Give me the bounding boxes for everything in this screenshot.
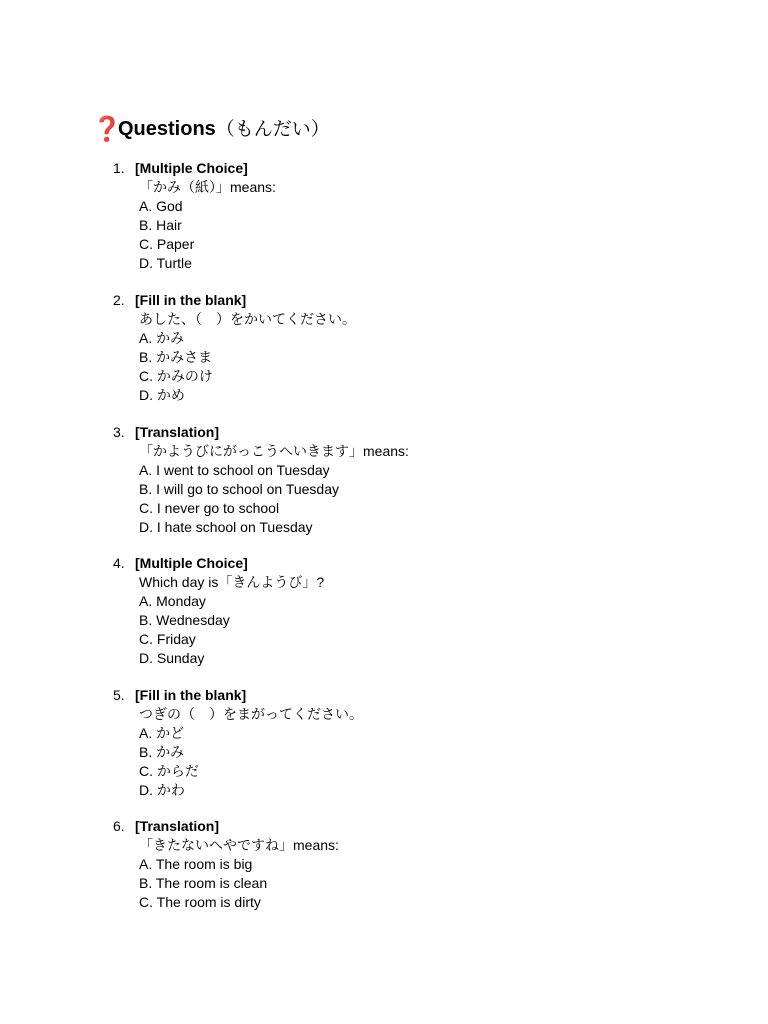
answer-option: A. かみ [139, 330, 185, 346]
section-heading [92, 114, 330, 144]
question-number: 5. [113, 687, 125, 703]
question-4 [113, 554, 673, 668]
question-number: 1. [113, 160, 125, 176]
question-6 [113, 817, 673, 912]
heading-title: Questions [118, 118, 216, 140]
answer-option: C. The room is dirty [139, 894, 261, 910]
answer-option: D. かめ [139, 387, 185, 403]
answer-option: D. かわ [139, 782, 185, 798]
heading-subtitle: （もんだい） [215, 118, 330, 140]
question-header [113, 554, 673, 573]
answer-option: A. The room is big [139, 856, 253, 872]
question-prompt: Which day is「きんようび」? [139, 574, 325, 590]
answer-option: B. Hair [139, 217, 182, 233]
question-mark-icon: ❓ [92, 115, 122, 143]
question-3 [113, 423, 673, 537]
answer-option: C. からだ [139, 763, 199, 779]
question-header [113, 817, 673, 836]
answer-option: D. Turtle [139, 255, 192, 271]
question-prompt: 「きたないへやですね」means: [139, 837, 339, 853]
answer-option: A. I went to school on Tuesday [139, 462, 330, 478]
question-number: 4. [113, 555, 125, 571]
question-prompt: 「かようびにがっこうへいきます」means: [139, 443, 409, 459]
answer-option: C. I never go to school [139, 500, 280, 516]
question-type: [Fill in the blank] [135, 292, 247, 308]
answer-option: B. かみさま [139, 349, 213, 365]
question-number: 6. [113, 818, 125, 834]
answer-option: A. Monday [139, 593, 206, 609]
question-5 [113, 686, 673, 800]
question-prompt: あした、（ ）をかいてください。 [139, 311, 356, 327]
question-1 [113, 159, 673, 273]
question-header [113, 686, 673, 705]
question-number: 2. [113, 292, 125, 308]
answer-option: C. かみのけ [139, 368, 213, 384]
question-type: [Translation] [135, 818, 220, 834]
question-2 [113, 291, 673, 405]
answer-option: A. God [139, 198, 183, 214]
question-type: [Multiple Choice] [135, 555, 248, 571]
answer-option: C. Friday [139, 631, 196, 647]
question-header [113, 291, 673, 310]
answer-option: A. かど [139, 725, 185, 741]
answer-option: B. Wednesday [139, 612, 230, 628]
answer-option: B. I will go to school on Tuesday [139, 481, 339, 497]
answer-option: B. かみ [139, 744, 185, 760]
question-type: [Translation] [135, 424, 220, 440]
question-prompt: 「かみ（紙）」means: [139, 179, 276, 195]
question-type: [Fill in the blank] [135, 687, 247, 703]
answer-option: B. The room is clean [139, 875, 268, 891]
question-number: 3. [113, 424, 125, 440]
question-header [113, 159, 673, 178]
question-prompt: つぎの（ ）をまがってください。 [139, 706, 363, 722]
question-header [113, 423, 673, 442]
answer-option: D. Sunday [139, 650, 205, 666]
answer-option: D. I hate school on Tuesday [139, 519, 313, 535]
question-type: [Multiple Choice] [135, 160, 248, 176]
answer-option: C. Paper [139, 236, 195, 252]
